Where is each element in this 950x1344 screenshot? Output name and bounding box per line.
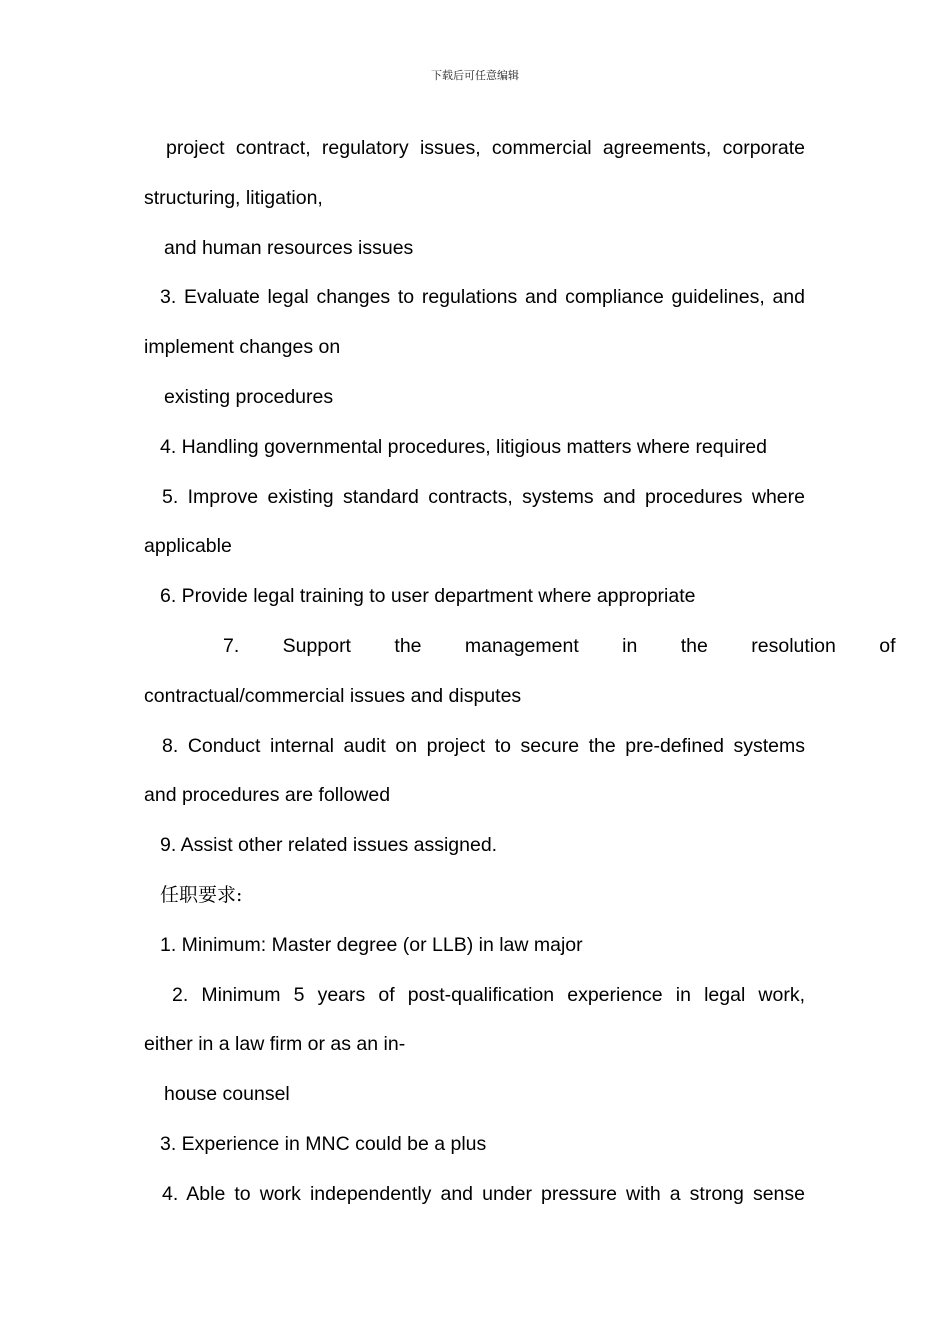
text-line: 5. Improve existing standard contracts, systems and procedures where: [162, 485, 805, 508]
text-line: 4. Handling governmental procedures, litigious matters where required: [160, 435, 767, 458]
text-line: 9. Assist other related issues assigned.: [160, 834, 498, 857]
text-line: 4. Able to work independently and under pressure with a strong sense: [162, 1182, 805, 1205]
document-body: [144, 124, 896, 1220]
text-line: and procedures are followed: [144, 784, 391, 807]
text-line: 1. Minimum: Master degree (or LLB) in law major: [160, 933, 583, 956]
text-line: applicable: [144, 535, 232, 558]
text-line: house counsel: [164, 1083, 290, 1106]
text-line: structuring, litigation,: [144, 186, 323, 209]
text-line: implement changes on: [144, 336, 341, 359]
text-line: and human resources issues: [164, 236, 414, 259]
text-line: project contract, regulatory issues, commercial agreements, corporate: [166, 137, 805, 159]
section-heading: 任职要求:: [160, 883, 243, 906]
text-line: either in a law firm or as an in-: [144, 1033, 406, 1056]
text-line: 6. Provide legal training to user department where appropriate: [160, 585, 696, 608]
text-line: contractual/commercial issues and disputes: [144, 684, 522, 707]
text-line: 8. Conduct internal audit on project to secure the pre-defined systems: [162, 734, 805, 757]
text-line: 2. Minimum 5 years of post-qualification experience in legal work,: [172, 983, 805, 1006]
page-header: 下载后可任意编辑: [431, 69, 519, 82]
text-line: existing procedures: [164, 385, 334, 408]
text-line: 7. Support the management in the resolution of: [223, 634, 896, 657]
text-line: 3. Experience in MNC could be a plus: [160, 1132, 487, 1155]
text-line: 3. Evaluate legal changes to regulations and compliance guidelines, and: [160, 286, 805, 309]
